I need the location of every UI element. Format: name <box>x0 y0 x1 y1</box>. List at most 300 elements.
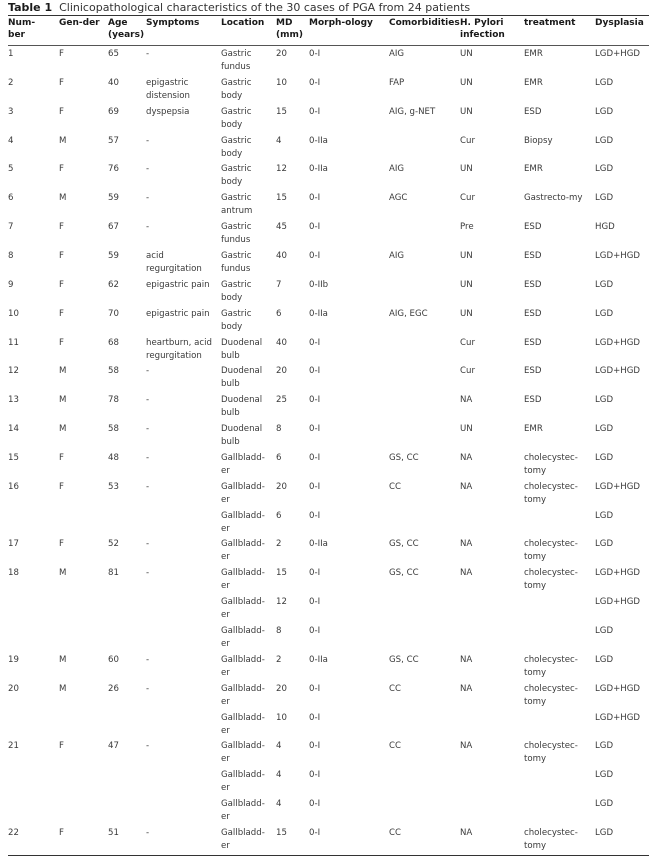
cell-hp: UN <box>460 77 473 88</box>
cell-sym: - <box>146 683 150 694</box>
cell-dys: LGD <box>595 135 614 146</box>
cell-age: 47 <box>108 741 119 752</box>
cell-dys: HGD <box>595 222 615 233</box>
cell-hp: NA <box>460 741 473 752</box>
cell-hp: NA <box>460 395 473 406</box>
cell-dys: LGD <box>595 539 614 550</box>
cell-loc: Gallbladd-er <box>221 827 265 851</box>
cell-num: 9 <box>8 279 14 290</box>
header-age <box>108 17 144 41</box>
cell-age: 48 <box>108 452 119 463</box>
cell-gen: F <box>59 308 64 319</box>
cell-trt: cholecystec-tomy <box>524 452 578 476</box>
cell-sym: dyspepsia <box>146 106 190 117</box>
header-num-line: Num-ber <box>8 18 36 40</box>
cell-gen: F <box>59 77 64 88</box>
cell-gen: F <box>59 250 64 261</box>
cell-loc: Gastric antrum <box>221 193 253 217</box>
cell-sym: - <box>146 568 150 579</box>
cell-trt: cholecystec-tomy <box>524 683 578 707</box>
cell-num: 21 <box>8 741 19 752</box>
header-loc-line: Location <box>221 18 265 28</box>
cell-age: 51 <box>108 827 119 838</box>
header-hp <box>460 17 522 41</box>
cell-mor: 0-I <box>309 77 321 88</box>
cell-dys: LGD <box>595 106 614 117</box>
header-md-line: MD <box>276 18 293 28</box>
cell-dys: LGD <box>595 654 614 665</box>
table-row <box>0 596 656 625</box>
cell-gen: M <box>59 395 67 406</box>
cell-sym: epigastric pain <box>146 308 210 319</box>
cell-dys: LGD <box>595 799 614 810</box>
header-age-line: (years) <box>108 30 145 40</box>
cell-trt: EMR <box>524 164 543 175</box>
cell-sym: epigastric distension <box>146 77 190 101</box>
cell-com: GS, CC <box>389 568 419 579</box>
header-sym <box>146 17 219 29</box>
cell-sym: - <box>146 193 150 204</box>
cell-dys: LGD+HGD <box>595 481 641 492</box>
cell-sym: acid regurgitation <box>146 250 202 274</box>
header-mor <box>309 17 385 29</box>
cell-age: 58 <box>108 424 119 435</box>
cell-sym: epigastric pain <box>146 279 210 290</box>
cell-mor: 0-IIa <box>309 135 328 146</box>
cell-loc: Gastric fundus <box>221 222 252 246</box>
cell-loc: Gallbladd-er <box>221 452 265 476</box>
cell-sym: - <box>146 164 150 175</box>
cell-loc: Gallbladd-er <box>221 481 265 505</box>
cell-loc: Gastric fundus <box>221 250 252 274</box>
cell-mor: 0-IIb <box>309 279 329 290</box>
cell-dys: LGD <box>595 827 614 838</box>
header-com-line: Comorbidities <box>389 18 460 28</box>
cell-mor: 0-I <box>309 683 321 694</box>
cell-mor: 0-IIa <box>309 539 328 550</box>
cell-hp: NA <box>460 568 473 579</box>
cell-loc: Gallbladd-er <box>221 799 265 823</box>
cell-com: AIG <box>389 49 405 59</box>
cell-com: CC <box>389 741 402 752</box>
cell-mor: 0-IIa <box>309 654 328 665</box>
cell-dys: LGD+HGD <box>595 683 641 694</box>
header-trt-line: treatment <box>524 18 576 28</box>
cell-num: 16 <box>8 481 19 492</box>
cell-hp: Cur <box>460 366 475 377</box>
cell-md: 40 <box>276 250 287 261</box>
cell-age: 53 <box>108 481 119 492</box>
table-row <box>0 740 656 769</box>
cell-md: 15 <box>276 568 287 579</box>
cell-hp: Pre <box>460 222 474 233</box>
cell-md: 8 <box>276 626 282 636</box>
cell-sym: heartburn, acid regurgitation <box>146 337 212 361</box>
cell-com: CC <box>389 827 402 838</box>
header-md-line: (mm) <box>276 30 303 40</box>
cell-com: AIG <box>389 250 405 261</box>
cell-dys: LGD <box>595 193 614 204</box>
cell-mor: 0-I <box>309 827 321 838</box>
cell-mor: 0-I <box>309 741 321 752</box>
table-row <box>0 106 656 135</box>
cell-com: CC <box>389 683 402 694</box>
cell-mor: 0-I <box>309 250 321 261</box>
cell-hp: NA <box>460 539 473 550</box>
cell-gen: F <box>59 481 64 492</box>
table-row <box>0 625 656 654</box>
cell-num: 7 <box>8 222 14 233</box>
cell-trt: cholecystec-tomy <box>524 827 578 851</box>
cell-sym: - <box>146 827 150 838</box>
cell-age: 60 <box>108 654 119 665</box>
cell-md: 15 <box>276 827 287 838</box>
cell-sym: - <box>146 452 150 463</box>
header-trt <box>524 17 592 29</box>
cell-age: 81 <box>108 568 119 579</box>
cell-md: 6 <box>276 510 282 521</box>
cell-loc: Gastric body <box>221 279 252 303</box>
header-dys <box>595 17 655 29</box>
cell-num: 2 <box>8 77 14 88</box>
cell-age: 67 <box>108 222 119 233</box>
cell-loc: Gallbladd-er <box>221 683 265 707</box>
cell-hp: Cur <box>460 337 475 348</box>
table-bottom-rule <box>8 855 649 856</box>
table-row <box>0 394 656 423</box>
cell-md: 25 <box>276 395 287 406</box>
cell-hp: NA <box>460 481 473 492</box>
cell-num: 15 <box>8 452 19 463</box>
cell-sym: - <box>146 49 150 59</box>
cell-dys: LGD+HGD <box>595 49 641 59</box>
cell-mor: 0-I <box>309 626 321 636</box>
cell-md: 12 <box>276 597 287 608</box>
cell-dys: LGD+HGD <box>595 712 641 723</box>
cell-loc: Duodenal bulb <box>221 337 263 361</box>
cell-loc: Gallbladd-er <box>221 597 265 621</box>
cell-trt: Biopsy <box>524 135 553 146</box>
cell-gen: F <box>59 222 64 233</box>
cell-dys: LGD+HGD <box>595 597 641 608</box>
cell-num: 13 <box>8 395 19 406</box>
table-row <box>0 221 656 250</box>
cell-trt: ESD <box>524 395 542 406</box>
header-dys-line: Dysplasia <box>595 18 644 28</box>
cell-trt: EMR <box>524 49 543 59</box>
table-title: Clinicopathological characteristics of the 30 cases of PGA from 24 patients <box>59 1 471 14</box>
cell-gen: F <box>59 827 64 838</box>
cell-md: 10 <box>276 77 287 88</box>
cell-sym: - <box>146 135 150 146</box>
cell-hp: UN <box>460 424 473 435</box>
cell-loc: Gallbladd-er <box>221 510 265 534</box>
cell-age: 62 <box>108 279 119 290</box>
header-loc <box>221 17 273 29</box>
cell-mor: 0-I <box>309 366 321 377</box>
cell-loc: Gastric body <box>221 106 252 130</box>
table-row <box>0 538 656 567</box>
table-row <box>0 712 656 741</box>
cell-gen: M <box>59 568 67 579</box>
cell-dys: LGD <box>595 77 614 88</box>
header-mor-line: Morph-ology <box>309 18 373 28</box>
header-md <box>276 17 306 41</box>
cell-loc: Gastric fundus <box>221 49 252 72</box>
cell-hp: Cur <box>460 193 475 204</box>
cell-trt: cholecystec-tomy <box>524 539 578 563</box>
cell-loc: Gallbladd-er <box>221 741 265 765</box>
cell-hp: NA <box>460 827 473 838</box>
cell-age: 70 <box>108 308 119 319</box>
cell-num: 14 <box>8 424 19 435</box>
cell-md: 2 <box>276 539 282 550</box>
cell-loc: Gallbladd-er <box>221 712 265 736</box>
cell-hp: NA <box>460 683 473 694</box>
cell-num: 17 <box>8 539 19 550</box>
cell-md: 6 <box>276 452 282 463</box>
cell-dys: LGD+HGD <box>595 337 641 348</box>
cell-age: 65 <box>108 49 119 59</box>
cell-gen: F <box>59 539 64 550</box>
cell-num: 3 <box>8 106 14 117</box>
cell-sym: - <box>146 481 150 492</box>
cell-loc: Gastric body <box>221 308 252 332</box>
cell-trt: cholecystec-tomy <box>524 568 578 592</box>
table-row <box>0 798 656 827</box>
cell-sym: - <box>146 424 150 435</box>
table-row <box>0 452 656 481</box>
cell-hp: Cur <box>460 135 475 146</box>
cell-age: 69 <box>108 106 119 117</box>
table-row <box>0 510 656 539</box>
table-row <box>0 192 656 221</box>
cell-dys: LGD <box>595 452 614 463</box>
cell-md: 45 <box>276 222 287 233</box>
cell-com: AIG, g-NET <box>389 106 436 117</box>
cell-mor: 0-I <box>309 481 321 492</box>
cell-age: 76 <box>108 164 119 175</box>
cell-num: 1 <box>8 49 14 59</box>
cell-mor: 0-I <box>309 106 321 117</box>
cell-gen: M <box>59 424 67 435</box>
header-hp-line: infection <box>460 30 505 40</box>
cell-hp: UN <box>460 308 473 319</box>
cell-md: 4 <box>276 799 282 810</box>
cell-md: 4 <box>276 135 282 146</box>
cell-com: GS, CC <box>389 452 419 463</box>
table-row <box>0 423 656 452</box>
table-row <box>0 250 656 279</box>
cell-com: AIG <box>389 164 405 175</box>
cell-gen: M <box>59 366 67 377</box>
table-row <box>0 163 656 192</box>
cell-loc: Gastric body <box>221 164 252 188</box>
cell-mor: 0-I <box>309 222 321 233</box>
cell-age: 59 <box>108 193 119 204</box>
cell-md: 8 <box>276 424 282 435</box>
table-row <box>0 135 656 164</box>
cell-num: 19 <box>8 654 19 665</box>
cell-gen: M <box>59 193 67 204</box>
cell-hp: NA <box>460 452 473 463</box>
cell-num: 10 <box>8 308 19 319</box>
header-hp-line: H. Pylori <box>460 18 504 28</box>
cell-sym: - <box>146 539 150 550</box>
cell-loc: Gallbladd-er <box>221 626 265 649</box>
cell-dys: LGD <box>595 279 614 290</box>
cell-age: 58 <box>108 366 119 377</box>
cell-trt: ESD <box>524 337 542 348</box>
cell-md: 20 <box>276 366 287 377</box>
cell-com: FAP <box>389 77 405 88</box>
cell-mor: 0-I <box>309 395 321 406</box>
cell-gen: F <box>59 279 64 290</box>
cell-com: AGC <box>389 193 408 204</box>
cell-mor: 0-I <box>309 597 321 608</box>
table-row <box>0 683 656 712</box>
cell-loc: Duodenal bulb <box>221 366 263 390</box>
table-row <box>0 48 656 77</box>
cell-age: 57 <box>108 135 119 146</box>
cell-dys: LGD <box>595 424 614 435</box>
cell-trt: cholecystec-tomy <box>524 741 578 765</box>
cell-loc: Gastric body <box>221 135 252 159</box>
cell-trt: ESD <box>524 250 542 261</box>
table-row <box>0 337 656 366</box>
table-header-row <box>0 17 656 45</box>
cell-num: 6 <box>8 193 14 204</box>
cell-age: 52 <box>108 539 119 550</box>
header-sym-line: Symptoms <box>146 18 200 28</box>
cell-hp: UN <box>460 250 473 261</box>
cell-num: 5 <box>8 164 14 175</box>
cell-md: 15 <box>276 106 287 117</box>
cell-dys: LGD <box>595 308 614 319</box>
cell-sym: - <box>146 741 150 752</box>
cell-sym: - <box>146 222 150 233</box>
cell-gen: M <box>59 654 67 665</box>
cell-md: 4 <box>276 741 282 752</box>
cell-dys: LGD <box>595 395 614 406</box>
cell-hp: UN <box>460 279 473 290</box>
cell-trt: ESD <box>524 279 542 290</box>
cell-md: 4 <box>276 770 282 781</box>
table-row <box>0 365 656 394</box>
cell-md: 20 <box>276 481 287 492</box>
cell-dys: LGD+HGD <box>595 250 641 261</box>
cell-age: 59 <box>108 250 119 261</box>
cell-gen: F <box>59 49 64 59</box>
cell-mor: 0-I <box>309 770 321 781</box>
header-gen <box>59 17 103 29</box>
cell-md: 12 <box>276 164 287 175</box>
cell-loc: Gallbladd-er <box>221 654 265 678</box>
cell-md: 6 <box>276 308 282 319</box>
cell-age: 78 <box>108 395 119 406</box>
cell-loc: Gallbladd-er <box>221 539 265 563</box>
header-gen-line: Gen-der <box>59 18 100 28</box>
cell-com: CC <box>389 481 402 492</box>
table-caption <box>8 1 470 15</box>
cell-hp: UN <box>460 49 473 59</box>
cell-loc: Gallbladd-er <box>221 568 265 592</box>
table-row <box>0 279 656 308</box>
cell-gen: F <box>59 164 64 175</box>
table-row <box>0 77 656 106</box>
cell-trt: ESD <box>524 366 542 377</box>
cell-loc: Duodenal bulb <box>221 424 263 448</box>
cell-dys: LGD <box>595 770 614 781</box>
cell-com: AIG, EGC <box>389 308 428 319</box>
cell-trt: Gastrecto-my <box>524 193 583 204</box>
header-age-line: Age <box>108 18 128 28</box>
cell-gen: F <box>59 741 64 752</box>
cell-trt: EMR <box>524 77 543 88</box>
cell-dys: LGD+HGD <box>595 366 641 377</box>
cell-mor: 0-I <box>309 49 321 59</box>
cell-gen: F <box>59 337 64 348</box>
cell-num: 4 <box>8 135 14 146</box>
cell-mor: 0-IIa <box>309 164 328 175</box>
cell-mor: 0-I <box>309 568 321 579</box>
cell-com: GS, CC <box>389 654 419 665</box>
cell-md: 20 <box>276 683 287 694</box>
cell-num: 12 <box>8 366 19 377</box>
cell-hp: UN <box>460 164 473 175</box>
header-num <box>8 17 52 41</box>
table-row <box>0 481 656 510</box>
cell-mor: 0-I <box>309 799 321 810</box>
cell-gen: M <box>59 135 67 146</box>
cell-loc: Duodenal bulb <box>221 395 263 419</box>
table-header-rule <box>8 45 649 46</box>
cell-md: 40 <box>276 337 287 348</box>
cell-dys: LGD <box>595 741 614 752</box>
cell-md: 20 <box>276 49 287 59</box>
cell-sym: - <box>146 654 150 665</box>
cell-trt: EMR <box>524 424 543 435</box>
cell-md: 10 <box>276 712 287 723</box>
cell-md: 2 <box>276 654 282 665</box>
cell-dys: LGD+HGD <box>595 568 641 579</box>
table-row <box>0 769 656 798</box>
table-row <box>0 827 656 856</box>
cell-com: GS, CC <box>389 539 419 550</box>
cell-md: 7 <box>276 279 282 290</box>
cell-md: 15 <box>276 193 287 204</box>
cell-age: 68 <box>108 337 119 348</box>
header-com <box>389 17 459 29</box>
cell-loc: Gastric body <box>221 77 252 101</box>
cell-hp: NA <box>460 654 473 665</box>
cell-trt: ESD <box>524 106 542 117</box>
cell-trt: ESD <box>524 308 542 319</box>
cell-mor: 0-I <box>309 193 321 204</box>
cell-age: 40 <box>108 77 119 88</box>
cell-gen: F <box>59 106 64 117</box>
cell-mor: 0-I <box>309 712 321 723</box>
table-row <box>0 567 656 596</box>
cell-mor: 0-I <box>309 424 321 435</box>
cell-dys: LGD <box>595 626 614 636</box>
cell-hp: UN <box>460 106 473 117</box>
cell-num: 18 <box>8 568 19 579</box>
cell-num: 22 <box>8 827 19 838</box>
cell-mor: 0-I <box>309 337 321 348</box>
cell-trt: ESD <box>524 222 542 233</box>
cell-num: 20 <box>8 683 19 694</box>
